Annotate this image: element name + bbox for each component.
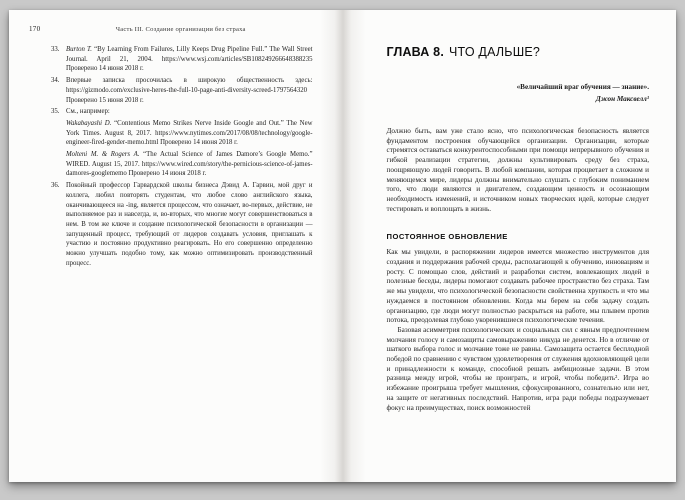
note-number: 35. [51,108,60,116]
endnotes-list [51,45,313,268]
epigraph [387,82,650,104]
note-subitem [51,119,313,148]
note-number [51,150,66,179]
right-page [343,10,677,482]
note-number [51,119,66,148]
left-page [9,10,343,482]
note-body: Впервые записка просочилась в широкую общественность здесь: https://gizmodo.com/exclusive-heres-the-full-10-page-anti-diversity-screed-1797564320 Проверено 15 июня 2018 г. [66,77,313,104]
note-text [66,76,313,105]
note-author: Burton T. [66,46,92,53]
section-heading: ПОСТОЯННОЕ ОБНОВЛЕНИЕ [386,232,508,242]
note-subitem [51,150,313,179]
note-text [66,45,313,74]
chapter-number: ГЛАВА 8. [386,45,445,59]
chapter-title: ЧТО ДАЛЬШЕ? [449,45,541,59]
note-text [66,107,313,117]
note-number: 33. [51,46,60,53]
note-body: См., например: [66,108,110,116]
note-item [51,45,313,74]
note-body: “Contentious Memo Strikes Nerve Inside Google and Out.” The New York Times. August 8, 2017. https://www.nytimes.com/2017/08/08/technology/google-engineer-fired-gender-memo.html Проверено 14 июня 2018 г. [66,119,313,147]
chapter-heading [387,45,650,59]
note-item [51,107,313,117]
note-body: “By Learning From Failures, Lilly Keeps Drug Pipeline Full.” The Wall Street Journal. April 21, 2004. https://www.wsj.com/articles/SB108249266648388235 Проверено 14 июня 2018 г. [66,46,313,73]
note-number: 34. [51,77,60,85]
note-item [51,181,313,268]
note-number: 36. [51,182,60,190]
body-paragraph: Базовая асимметрия психологических и социальных сил с явным предпочтением молчания голосу и самозащиты самовыражению никуда не денется. Но в отличие от шаткого выбора голос и молчание тоже не равны. Самозащита остается бесплодной победой по сравнению с чувством удовлетворения от служения вдохновляющей цели и принадлежности к команде, способной решать амбициозные задачи. В этом разница между игрой, чтобы не проиграть, и игрой, чтобы победить². Игра во избежание проигрыша требует мышления, сфокусированного, сознательно или нет, на защите от негативных последствий. Напротив, игра ради победы подразумевает фокус на преимуществах, поиск возможностей [386,325,649,412]
note-text [66,119,313,148]
note-body: “The Actual Science of James Damore’s Google Memo.” WIRED. August 15, 2017. https://www.wired.com/story/the-pernicious-science-of-james-damores-googlememo Проверено 14 июня 2018 г. [66,151,313,178]
epigraph-quote: «Величайший враг обучения — знание». [516,83,649,91]
note-body: Покойный профессор Гарвардской школы бизнеса Дэвид А. Гарвин, мой друг и коллега, любил повторять студентам, что любое слово английского языка, оканчивающееся на -ing, является процессом, что означает, во-первых, действие, не выполняемое раз и навсегда, и, во-вторых, что многие могут совершенствоваться в нем. В том же ключе и создание психологической безопасности в организации — запущенный процесс, требующий от лидеров создавать условия, приглашать к участию и постоянно продуктивно реагировать. Но его совершенно определенно можно улучшать подобно тому, как можно оптимизировать производственный процесс. [66,182,313,267]
note-author: Molteni M. & Rogers A. [66,151,140,159]
note-text [66,181,313,268]
running-head: Часть III. Создание организации без страха [115,26,246,33]
body-paragraph: Должно быть, вам уже стало ясно, что психологическая безопасность является фундаментом построения обучающейся организации. Организации, которые стремятся оставаться конкурентоспособными при помощи непрерывного обучения и гибкой реализации стратегии, должны культивировать среду без страха, поощряющую людей говорить. В любой компании, которая процветает в сложном и меняющемся мире, лидеры должны внимательно слушать с глубоким пониманием того, что люди являются и двигателем, создающим ценность и осознающим необходимость изменений, и источником новых творческих идей, которые следует тестировать и воплощать в жизнь. [386,127,649,213]
page-number: 170 [29,25,41,33]
note-item [51,76,313,105]
note-author: Wakabayashi D. [66,119,112,127]
note-text [66,150,313,179]
body-paragraph: Как мы увидели, в распоряжении лидеров имеется множество инструментов для создания и поддержания рабочей среды, располагающей к обучению, инновациям и росту. С помощью слов, действий и разработки систем, вовлекающих людей в полезные беседы, лидеры помогают создавать рабочее пространство без страха. Там же мы увидели, что психологической безопасности свойственна хрупкость и что мы нуждаемся в постоянном обновлении. Когда мы берем на себя задачу создать организацию, где люди могут полностью раскрыться на работе, мы плывем против потока, преодолевая глубоко укоренившиеся психологические течения. [386,248,649,325]
epigraph-author: Джон Максвелл¹ [595,95,649,103]
book-spread [9,10,676,482]
